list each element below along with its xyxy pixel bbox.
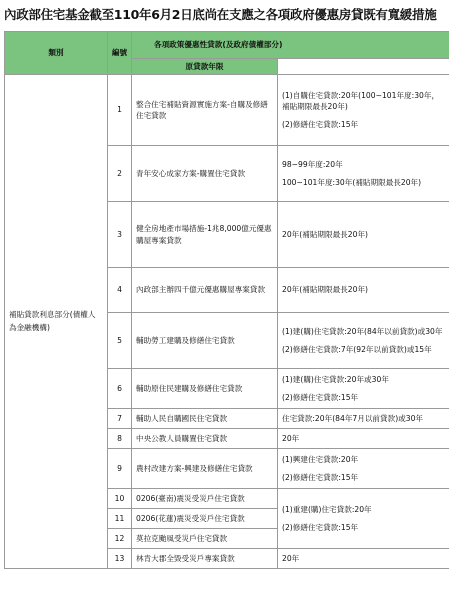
row-number: 12: [108, 529, 132, 549]
loan-term: [278, 313, 449, 369]
row-number: 1: [108, 75, 132, 146]
header-row: [5, 32, 449, 59]
program-name: 0206(花蓮)震災受災戶住宅貸款: [132, 509, 278, 529]
loan-term: [278, 449, 449, 489]
header-number: 編號: [108, 32, 132, 75]
term-line: (1)重建(購)住宅貸款:20年: [282, 505, 372, 515]
term-line: 98~99年度:20年: [282, 160, 343, 170]
loan-term: [278, 146, 449, 202]
term-line: 100~101年度:30年(補貼期限最長20年): [282, 177, 422, 187]
loan-term: [278, 549, 449, 569]
loan-measures-table: [4, 31, 449, 569]
row-number: 2: [108, 146, 132, 202]
program-name: 林肯大郡全毀受災戶專案貸款: [132, 549, 278, 569]
row-number: 9: [108, 449, 132, 489]
loan-term: [278, 202, 449, 268]
program-name: 農村改建方案-興建及修繕住宅貸款: [132, 449, 278, 489]
header-term: 原貸款年限: [132, 59, 278, 75]
term-line: (2)修繕住宅貸款:15年: [282, 119, 359, 129]
loan-term: [278, 409, 449, 429]
loan-term-shared: [278, 489, 449, 549]
row-number: 7: [108, 409, 132, 429]
program-name: 健全房地產市場措施-1兆8,000億元優惠購屋專案貸款: [132, 202, 278, 268]
table-row: [5, 75, 449, 146]
program-name: 整合住宅補貼資源實施方案-自購及修繕住宅貸款: [132, 75, 278, 146]
category-label: 補貼貸款利息部分(債權人為金融機構): [5, 75, 108, 569]
program-name: 輔助人民自購國民住宅貸款: [132, 409, 278, 429]
program-name: 莫拉克颱風受災戶住宅貸款: [132, 529, 278, 549]
term-line: (1)自購住宅貸款:20年(100~101年度:30年，補貼期限最長20年): [282, 90, 440, 112]
row-number: 3: [108, 202, 132, 268]
row-number: 11: [108, 509, 132, 529]
row-number: 8: [108, 429, 132, 449]
term-line: (1)建(購)住宅貸款:20年或30年: [282, 375, 389, 385]
program-name: 輔助原住民建購及修繕住宅貸款: [132, 369, 278, 409]
term-line: 20年(補貼期限最長20年): [282, 229, 368, 239]
program-name: 0206(臺南)震災受災戶住宅貸款: [132, 489, 278, 509]
term-line: (2)修繕住宅貸款:15年: [282, 392, 359, 402]
term-line: (2)修繕住宅貸款:7年(92年以前貸款)或15年: [282, 344, 432, 354]
term-line: (1)興建住宅貸款:20年: [282, 455, 359, 465]
term-line: (1)建(購)住宅貸款:20年(84年以前貸款)或30年: [282, 327, 443, 337]
header-program: 各項政策優惠性貸款(及政府債權部分): [132, 32, 449, 59]
term-line: 20年: [282, 553, 300, 563]
term-line: 20年(補貼期限最長20年): [282, 285, 368, 295]
header-category: 類別: [5, 32, 108, 75]
row-number: 10: [108, 489, 132, 509]
row-number: 6: [108, 369, 132, 409]
term-line: 20年: [282, 433, 300, 443]
row-number: 4: [108, 268, 132, 313]
loan-term: [278, 75, 449, 146]
term-line: 住宅貸款:20年(84年7月以前貸款)或30年: [282, 413, 424, 423]
term-line: (2)修繕住宅貸款:15年: [282, 522, 359, 532]
loan-term: [278, 429, 449, 449]
program-name: 中央公教人員購置住宅貸款: [132, 429, 278, 449]
loan-term: [278, 369, 449, 409]
loan-term: [278, 268, 449, 313]
term-line: (2)修繕住宅貸款:15年: [282, 472, 359, 482]
program-name: 輔助勞工建購及修繕住宅貸款: [132, 313, 278, 369]
row-number: 5: [108, 313, 132, 369]
row-number: 13: [108, 549, 132, 569]
program-name: 內政部主辦四千億元優惠購屋專案貸款: [132, 268, 278, 313]
page-title: 內政部住宅基金截至110年6月2日底尚在支應之各項政府優惠房貸既有寬緩措施: [4, 7, 437, 22]
program-name: 青年安心成家方案-購置住宅貸款: [132, 146, 278, 202]
